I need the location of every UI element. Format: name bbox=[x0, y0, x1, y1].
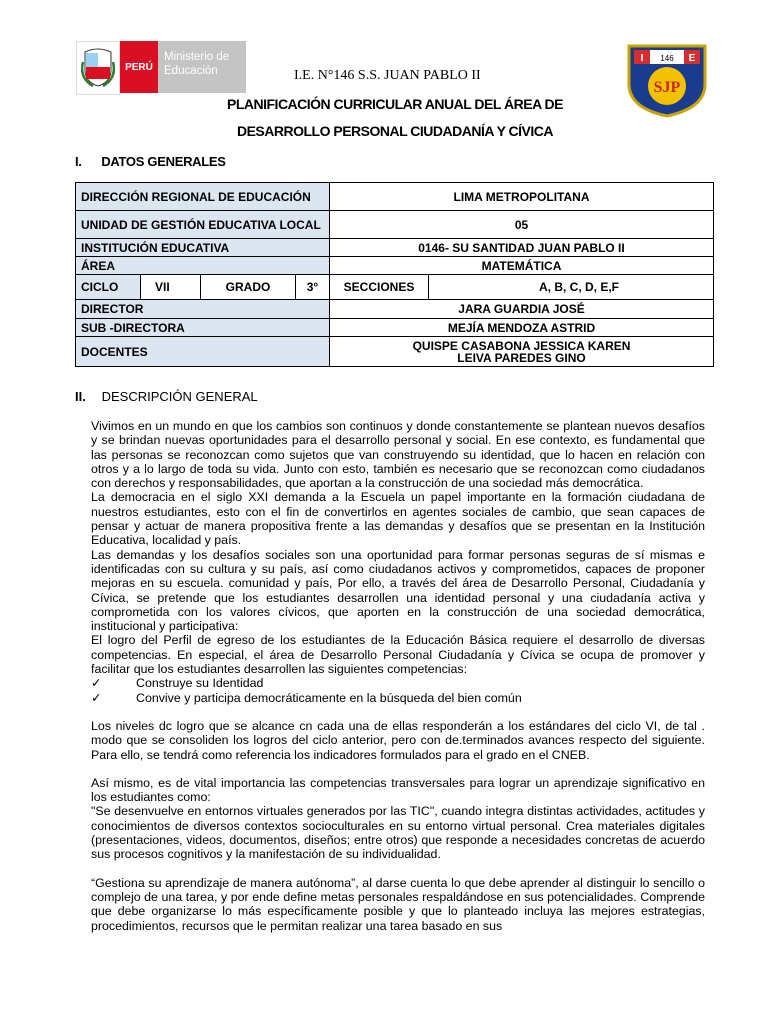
peru-label: PERÚ bbox=[120, 41, 158, 93]
secciones-label: SECCIONES bbox=[330, 275, 429, 300]
school-title: I.E. N°146 S.S. JUAN PABLO II bbox=[294, 68, 481, 83]
subdirector-value: MEJÍA MENDOZA ASTRID bbox=[330, 319, 714, 337]
ciclo-label: CICLO bbox=[76, 275, 141, 300]
table-row bbox=[76, 319, 714, 337]
subdirector-label: SUB -DIRECTORA bbox=[76, 319, 330, 337]
paragraph: "Se desenvuelve en entornos virtuales generados por las TIC", cuando integra distintas actividades, actitudes y conocimientos de diversos contextos socioculturales en su entorno virtual personal. Crea materiales digitales (presentaciones, videos, documentos, diseños; entre otros) que responde a necesidades concretas de acuerdo sus procesos cognitivos y la manifestación de su individualidad. bbox=[91, 804, 705, 862]
paragraph: Las demandas y los desafíos sociales son una oportunidad para formar personas seguras de sí mismas e identificadas con su cultura y su país, así como ciudadanos activos y comprometidos, capaces de proponer mejoras en su escuela. comunidad y país, Por ello, a través del área de Desarrollo Personal, Ciudadanía y Cívica, se pretende que los estudiantes desarrollen una identidad personal y una ciudadanía activa y comprometida con los valores cívicos, que aporten en la construcción de una sociedad democrática, institucional y participativa: bbox=[91, 547, 705, 634]
paragraph: Así mismo, es de vital importancia las competencias transversales para lograr un aprendizaje significativo en los estudiantes como: bbox=[91, 775, 705, 805]
docente-name: QUISPE CASABONA JESSICA KAREN bbox=[412, 338, 631, 353]
document-title-line2: DESARROLLO PERSONAL CIUDADANÍA Y CÍVICA bbox=[236, 123, 553, 139]
director-label: DIRECTOR bbox=[76, 300, 330, 319]
grado-value: 3° bbox=[296, 275, 330, 300]
table-row bbox=[76, 257, 714, 275]
table-row bbox=[76, 239, 714, 257]
paragraph: El logro del Perfil de egreso de los estudiantes de la Educación Básica requiere el desarrollo de diversas competencias. En especial, el área de Desarrollo Personal Ciudadanía y Cívica se ocupa de promover y facilitar que los estudiantes desarrollen las siguientes competencias: bbox=[91, 633, 705, 677]
ie-label: INSTITUCIÓN EDUCATIVA bbox=[76, 239, 330, 257]
competency-item: Construye su Identidad bbox=[136, 676, 264, 691]
paragraph: La democracia en el siglo XXI demanda a la Escuela un papel importante en la formación ciudadana de nuestros estudiantes, esto con el fin de convertirlos en agentes sociales de cambio, que sean capaces de pensar y actuar de manera propositiva frente a las demandas y desafíos que se presentan en la Institución Educativa, localidad y país. bbox=[91, 490, 705, 548]
description-body bbox=[91, 419, 705, 933]
docente-name: LEIVA PAREDES GINO bbox=[457, 350, 586, 365]
document-title-line1: PLANIFICACIÓN CURRICULAR ANUAL DEL ÁREA DE bbox=[227, 96, 563, 112]
check-icon: ✓ bbox=[91, 676, 102, 691]
section-title: DESCRIPCIÓN GENERAL bbox=[101, 389, 258, 404]
docentes-label: DOCENTES bbox=[76, 337, 330, 367]
section-number: II. bbox=[75, 389, 86, 404]
general-data-table bbox=[75, 182, 714, 367]
crest-letter-e: E bbox=[688, 53, 696, 64]
director-value: JARA GUARDIA JOSÉ bbox=[330, 300, 714, 319]
paragraph: Vivimos en un mundo en que los cambios son continuos y donde constantemente se plantean nuevos desafíos y se brindan nuevas oportunidades para el desarrollo personal y social. En ese contexto, es fundamental que las personas se reconozcan como sujetos que van construyendo su identidad, que lo hacen en relación con otros y a lo largo de toda su vida. Junto con esto, también es necesario que se reconozcan como ciudadanos con derechos y responsabilidades, que aportan a la construcción de una sociedad más democrática. bbox=[91, 419, 705, 491]
table-row bbox=[76, 211, 714, 239]
ciclo-value: VII bbox=[141, 275, 201, 300]
section-title: DATOS GENERALES bbox=[101, 154, 226, 169]
paragraph: “Gestiona su aprendizaje de manera autónoma”, al darse cuenta lo que debe aprender al distinguir lo sencillo o complejo de una tarea, y por ende define metas personales respaldándose en sus potencialidades. Comprende que debe organizarse lo más específicamente posible y que lo planteado incluya las mejores estrategias, procedimientos, recursos que le permitan realizar una tarea basado en sus bbox=[91, 875, 705, 933]
list-item bbox=[91, 691, 705, 705]
area-value: MATEMÁTICA bbox=[330, 257, 714, 275]
peru-shield-icon bbox=[76, 41, 120, 95]
section-heading-datos bbox=[75, 154, 226, 169]
docentes-value bbox=[330, 337, 714, 367]
ugel-value: 05 bbox=[330, 211, 714, 239]
list-item bbox=[91, 676, 705, 690]
ministry-line2: Educación bbox=[164, 65, 218, 77]
table-row bbox=[76, 275, 714, 300]
crest-letter-i: I bbox=[640, 53, 644, 64]
competency-item: Convive y participa democráticamente en la búsqueda del bien común bbox=[136, 690, 522, 705]
crest-number: 146 bbox=[660, 54, 674, 63]
crest-monogram: SJP bbox=[653, 79, 681, 96]
table-row bbox=[76, 183, 714, 211]
area-label: ÁREA bbox=[76, 257, 330, 275]
ministry-logo bbox=[76, 41, 246, 93]
paragraph: Los niveles dc logro que se alcance cn cada una de ellas responderán a los estándares del ciclo VI, de tal . modo que se consoliden los logros del ciclo anterior, pero con de.terminados avances respecto del siguiente. Para ello, se tendrá como referencia los indicadores formulados para el grado en el CNEB. bbox=[91, 718, 705, 762]
ministry-name bbox=[158, 41, 246, 93]
table-row bbox=[76, 337, 714, 367]
check-icon: ✓ bbox=[91, 690, 102, 705]
section-number: I. bbox=[75, 154, 82, 169]
section-heading-descripcion bbox=[75, 389, 258, 404]
secciones-value: A, B, C, D, E,F bbox=[429, 275, 714, 300]
table-row bbox=[76, 300, 714, 319]
ugel-label: UNIDAD DE GESTIÓN EDUCATIVA LOCAL bbox=[76, 211, 330, 239]
dre-value: LIMA METROPOLITANA bbox=[330, 183, 714, 211]
ministry-line1: Ministerio de bbox=[164, 51, 230, 63]
ie-value: 0146- SU SANTIDAD JUAN PABLO II bbox=[330, 239, 714, 257]
grado-label: GRADO bbox=[201, 275, 296, 300]
dre-label: DIRECCIÓN REGIONAL DE EDUCACIÓN bbox=[76, 183, 330, 211]
